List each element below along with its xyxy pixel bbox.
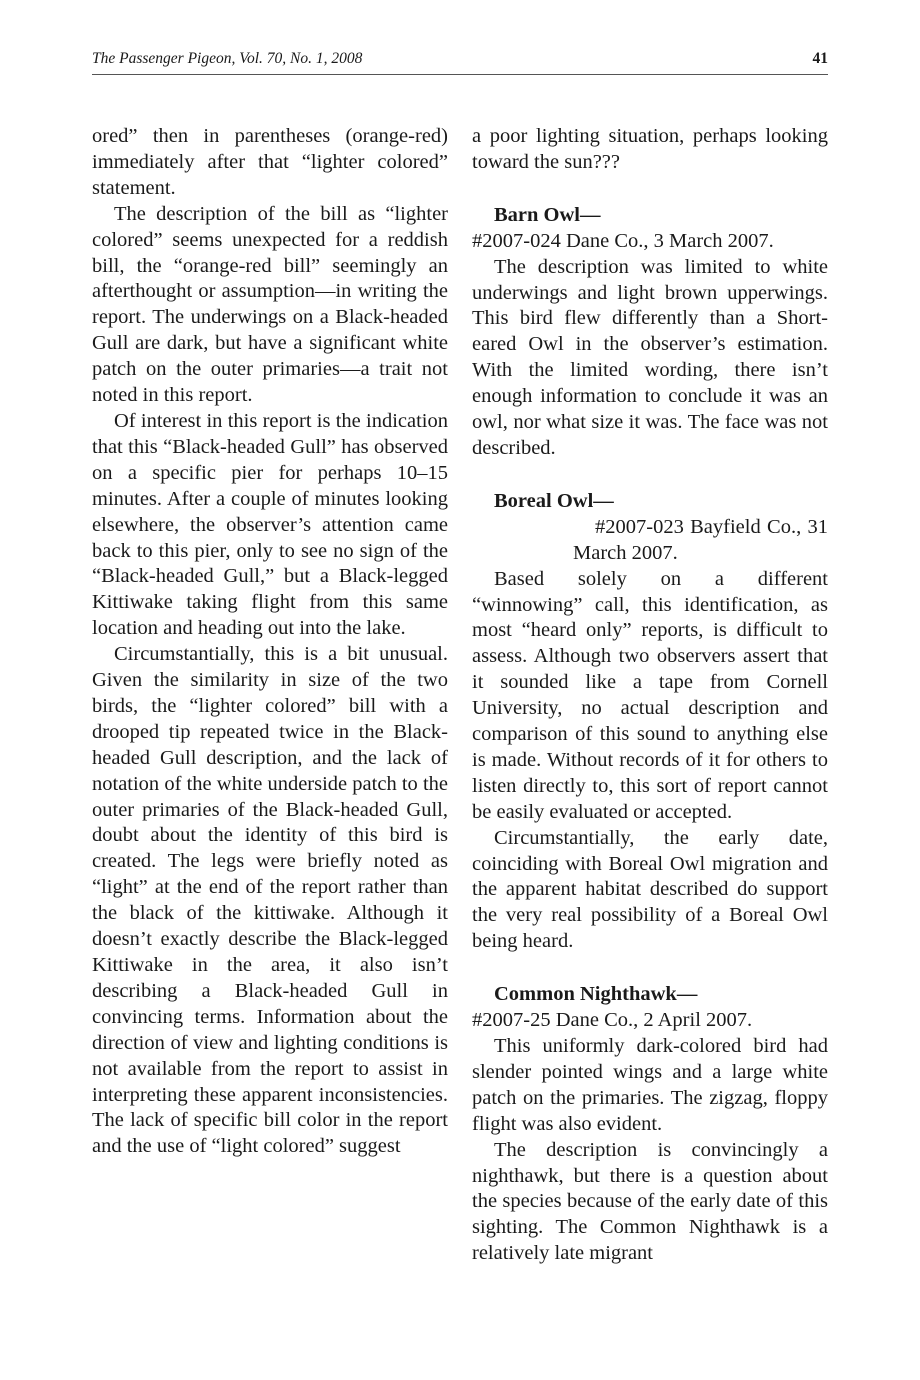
paragraph: The description was limited to white underwings and light brown upperwings. This bird flew differently than a Short-eared Owl in the observer’s estimation. With the limited wording, there isn’t enough information to conclude it was an owl, nor what size it was. The face was not described.: [472, 255, 828, 459]
paragraph: The description of the bill as “lighter colored” seems unexpected for a reddish bill, the “orange-red bill” seemingly an afterthought or assumption—in writing the report. The underwings on a Black-headed Gull are dark, but have a significant white patch on the outer primaries—a trait not noted in this report.: [92, 202, 448, 407]
paragraph: This uniformly dark-colored bird had slender pointed wings and a large white patch on the primaries. The zigzag, floppy flight was also evident.: [472, 1035, 828, 1135]
journal-title: The Passenger Pigeon, Vol. 70, No. 1, 2008: [92, 50, 363, 67]
running-header: [92, 46, 828, 75]
page-number: 41: [812, 50, 828, 67]
species-heading-common-nighthawk: Common Nighthawk—: [494, 983, 698, 1006]
left-column: [92, 124, 448, 1160]
paragraph: Circumstantially, the early date, coinciding with Boreal Owl migration and the apparent habitat described do support the very real possibility of a Boreal Owl being heard.: [472, 826, 828, 953]
species-heading-barn-owl: Barn Owl—: [494, 203, 601, 226]
paragraph: The description is convincingly a nighthawk, but there is a question about the species because of the early date of this sighting. The Common Nighthawk is a relatively late migrant: [472, 1138, 828, 1265]
paragraph-continued: ored” then in parentheses (orange-red) immediately after that “lighter colored” statement.: [92, 125, 448, 199]
species-heading-boreal-owl: Boreal Owl—: [494, 489, 614, 512]
record-line: #2007-25 Dane Co., 2 April 2007.: [472, 1009, 753, 1032]
right-column: [472, 124, 828, 1267]
record-line: #2007-024 Dane Co., 3 March 2007.: [472, 229, 774, 252]
paragraph: Circumstantially, this is a bit unusual. Given the similarity in size of the two birds, the “lighter colored” bill with a drooped tip repeated twice in the Black-headed Gull description, and the lack of notation of the white underside patch to the outer primaries of the Black-headed Gull, doubt about the identity of this bird is created. The legs were briefly noted as “light” at the end of the report rather than the black of the kittiwake. Although it doesn’t exactly describe the Black-legged Kittiwake in the area, it also isn’t describing a Black-headed Gull in convincing terms. Information about the direction of view and lighting conditions is not available from the report to assist in interpreting these apparent inconsistencies. The lack of specific bill color in the report and the use of “light colored” suggest: [92, 643, 448, 1158]
paragraph-continued: a poor lighting situation, perhaps looking toward the sun???: [472, 125, 828, 173]
record-line: #2007-023 Bayfield Co., 31 March 2007.: [573, 515, 828, 564]
paragraph: Based solely on a different “winnowing” call, this identification, as most “heard only” reports, is difficult to assess. Although two observers assert that it sounded like a tape from Cornell University, no actual description and comparison of this sound to anything else is made. Without records of it for others to listen directly to, this sort of report cannot be easily evaluated or accepted.: [472, 567, 828, 823]
paragraph: Of interest in this report is the indication that this “Black-headed Gull” has observed on a specific pier for perhaps 10–15 minutes. After a couple of minutes looking elsewhere, the observer’s attention came back to this pier, only to see no sign of the “Black-headed Gull,” but a Black-legged Kittiwake taking flight from this same location and heading out into the lake.: [92, 409, 448, 640]
